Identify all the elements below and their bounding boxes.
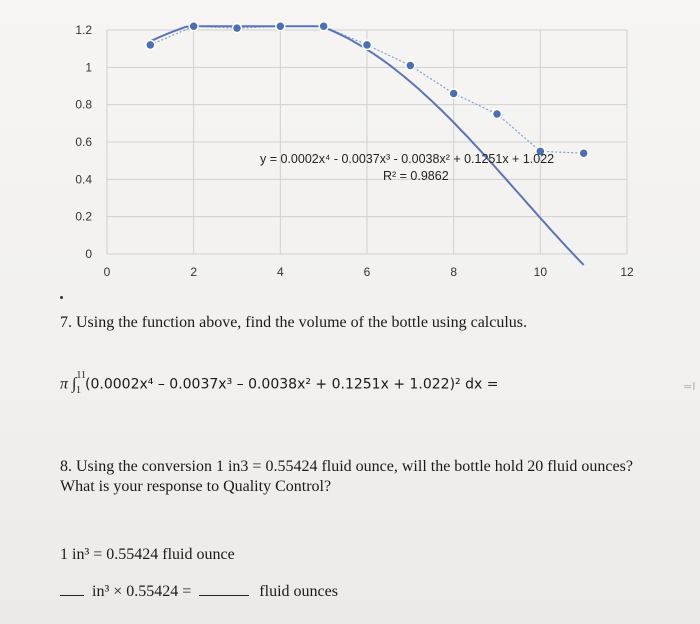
data-point (189, 22, 198, 31)
integral-sign: ∫ (72, 375, 77, 393)
y-tick-label: 0.4 (75, 172, 92, 187)
integrand-expression: (0.0002x⁴ – 0.0037x³ – 0.0038x² + 0.1251x + 1.022)² dx = (85, 376, 499, 393)
x-tick-label: 4 (276, 265, 284, 279)
trendline-equation: y = 0.0002x⁴ - 0.0037x³ - 0.0038x² + 0.1251x + 1.022 (260, 152, 555, 166)
answer-line (60, 583, 338, 601)
cubic-inches-blank[interactable] (60, 595, 84, 596)
data-point (363, 40, 372, 49)
scatter-chart (0, 0, 700, 300)
data-point (449, 89, 458, 98)
data-point (146, 40, 155, 49)
side-edge-mark: =I (683, 380, 696, 393)
data-point (276, 22, 285, 31)
data-point (406, 61, 415, 70)
x-tick-label: 2 (190, 265, 198, 279)
x-tick-label: 10 (533, 265, 548, 279)
fluid-ounces-blank[interactable] (199, 595, 249, 596)
x-tick-label: 8 (450, 265, 458, 279)
integral-lower-limit: 1 (76, 384, 82, 396)
data-point (493, 110, 502, 119)
fluid-ounces-unit: fluid ounces (259, 583, 338, 600)
x-tick-label: 6 (363, 265, 371, 279)
data-point (579, 149, 588, 158)
y-tick-label: 0.8 (75, 97, 92, 112)
volume-integral-formula (60, 370, 499, 396)
question-8-line-2: What is your response to Quality Control? (60, 478, 332, 495)
y-tick-label: 0.6 (75, 135, 92, 149)
question-8-line-1: 8. Using the conversion 1 in3 = 0.55424 fluid ounce, will the bottle hold 20 fluid ounces? (60, 458, 633, 475)
data-point (319, 22, 328, 31)
x-tick-label: 0 (103, 265, 111, 279)
integral-upper-limit: 11 (76, 370, 87, 381)
y-tick-label: 1 (85, 60, 92, 75)
question-7-text: 7. Using the function above, find the volume of the bottle using calculus. (60, 314, 528, 331)
x-tick-label: 12 (620, 265, 634, 279)
bullet-dot (60, 296, 63, 299)
chart-tick-labels (75, 23, 634, 279)
pi-symbol: π (60, 375, 69, 393)
r-squared-label: R² = 0.9862 (383, 169, 449, 183)
y-tick-label: 1.2 (75, 23, 92, 37)
calc-expression: in³ × 0.55424 = (92, 583, 192, 600)
conversion-equation: 1 in³ = 0.55424 fluid ounce (60, 546, 235, 563)
chart-grid (107, 30, 627, 254)
y-tick-label: 0.2 (75, 209, 92, 224)
y-tick-label: 0 (85, 247, 92, 261)
data-point (233, 24, 242, 33)
